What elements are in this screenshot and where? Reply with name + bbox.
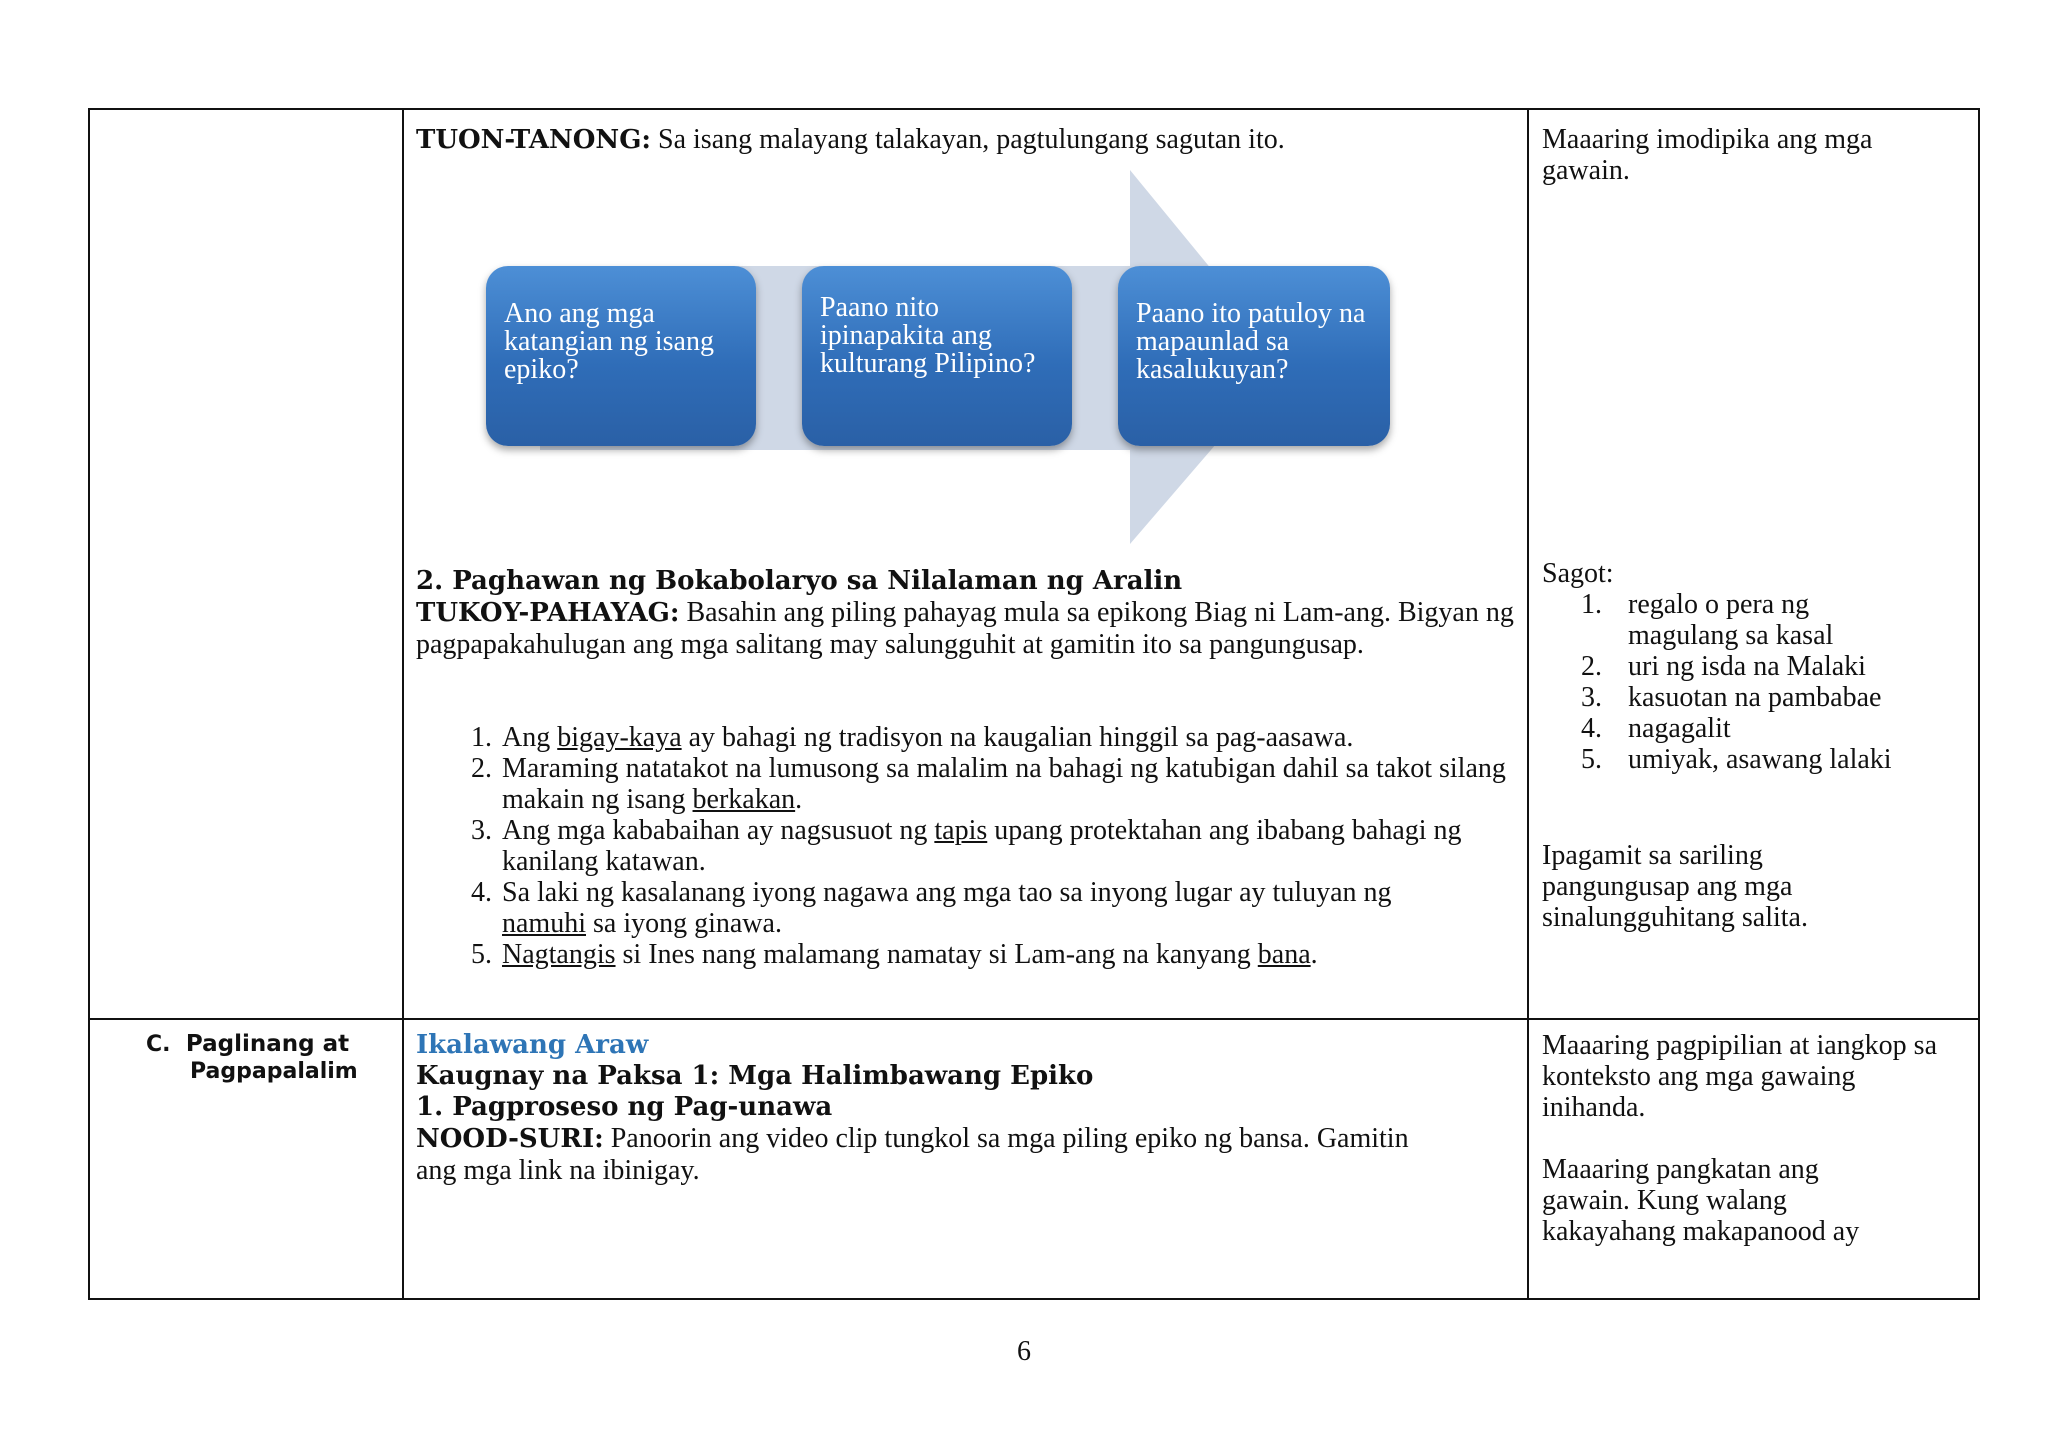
column-divider-2 [1527, 110, 1529, 1298]
day-heading: Ikalawang Araw [416, 1030, 649, 1060]
section-2-heading: 2. Paghawan ng Bokabolaryo sa Nilalaman ng Aralin [416, 566, 1183, 596]
right-note-3: Maaaring pagpipilian at iangkop sa konteksto ang mga gawaing inihanda. [1542, 1030, 1937, 1123]
tuon-tanong-line [416, 124, 1506, 156]
list-item: 1. Ang bigay-kaya ay bahagi ng tradisyon na kaugalian hinggil sa pag-aasawa. [471, 722, 1354, 753]
section-c-title: Paglinang at [185, 1031, 350, 1057]
row-divider [90, 1018, 1978, 1020]
answer-item: 3. kasuotan na pambabae [1581, 682, 1882, 713]
list-item: 4. Sa laki ng kasalanang iyong nagawa ang mga tao sa inyong lugar ay tuluyan ng namuhi sa iyong ginawa. [471, 877, 1392, 939]
underlined-word: Nagtangis [502, 939, 616, 970]
right-note-4: Maaaring pangkatan ang gawain. Kung walang kakayahang makapanood ay [1542, 1154, 1860, 1247]
section-c-label [146, 1030, 349, 1059]
diagram-box-1: Ano ang mga katangian ng isang epiko? [486, 266, 756, 446]
underlined-word: tapis [934, 815, 988, 846]
diagram-box-3: Paano ito patuloy na mapaunlad sa kasalukuyan? [1118, 266, 1390, 446]
sagot-label: Sagot: [1542, 558, 1614, 589]
underlined-word: namuhi [502, 908, 586, 939]
tukoy-pahayag-text: Basahin ang piling pahayag mula sa epikong Biag ni Lam-ang. Bigyan ng pagpapakahulugan ang mga salitang may salungguhit at gamitin ito sa pangungusap. [416, 597, 1514, 660]
section-c-subtitle: Pagpapalalim [190, 1059, 358, 1084]
nood-suri-paragraph [416, 1123, 1426, 1186]
process-diagram [480, 170, 1400, 550]
list-item: 2. Maraming natatakot na lumusong sa malalim na bahagi ng katubigan dahil sa takot silang makain ng isang berkakan. [471, 753, 1506, 815]
tukoy-pahayag-paragraph [416, 597, 1516, 660]
answer-list [1542, 589, 1962, 775]
answer-item: 4. nagagalit [1581, 713, 1731, 744]
right-note-2: Ipagamit sa sariling pangungusap ang mga sinalungguhitang salita. [1542, 840, 1808, 933]
nood-suri-label: NOOD-SURI: [416, 1124, 604, 1154]
list-item: 5. Nagtangis si Ines nang malamang namatay si Lam-ang na kanyang bana. [471, 939, 1318, 970]
step-heading: 1. Pagproseso ng Pag-unawa [416, 1092, 833, 1122]
topic-heading: Kaugnay na Paksa 1: Mga Halimbawang Epiko [416, 1061, 1094, 1091]
tukoy-pahayag-label: TUKOY-PAHAYAG: [416, 598, 680, 628]
underlined-word: bana [1257, 939, 1311, 970]
answer-item: 1. regalo o pera ng magulang sa kasal [1581, 589, 1834, 651]
section-c-letter: C. [146, 1032, 171, 1057]
list-item: 3. Ang mga kababaihan ay nagsusuot ng tapis upang protektahan ang ibabang bahagi ng kanilang katawan. [471, 815, 1462, 877]
diagram-box-2: Paano nito ipinapakita ang kulturang Pilipino? [802, 266, 1072, 446]
right-note-1: Maaaring imodipika ang mga gawain. [1542, 124, 1873, 186]
underlined-word: bigay-kaya [557, 722, 682, 753]
tuon-tanong-text: Sa isang malayang talakayan, pagtulungang sagutan ito. [651, 124, 1285, 155]
nood-suri-text: Panoorin ang video clip tungkol sa mga piling epiko ng bansa. Gamitin ang mga link na ibinigay. [416, 1123, 1409, 1186]
page-number: 6 [1017, 1336, 1031, 1367]
underlined-word: berkakan [692, 784, 796, 815]
column-divider-1 [402, 110, 404, 1298]
tuon-tanong-label: TUON-TANONG: [416, 125, 652, 155]
answer-item: 5. umiyak, asawang lalaki [1581, 744, 1892, 775]
vocabulary-list [416, 722, 1516, 970]
answer-item: 2. uri ng isda na Malaki [1581, 651, 1866, 682]
